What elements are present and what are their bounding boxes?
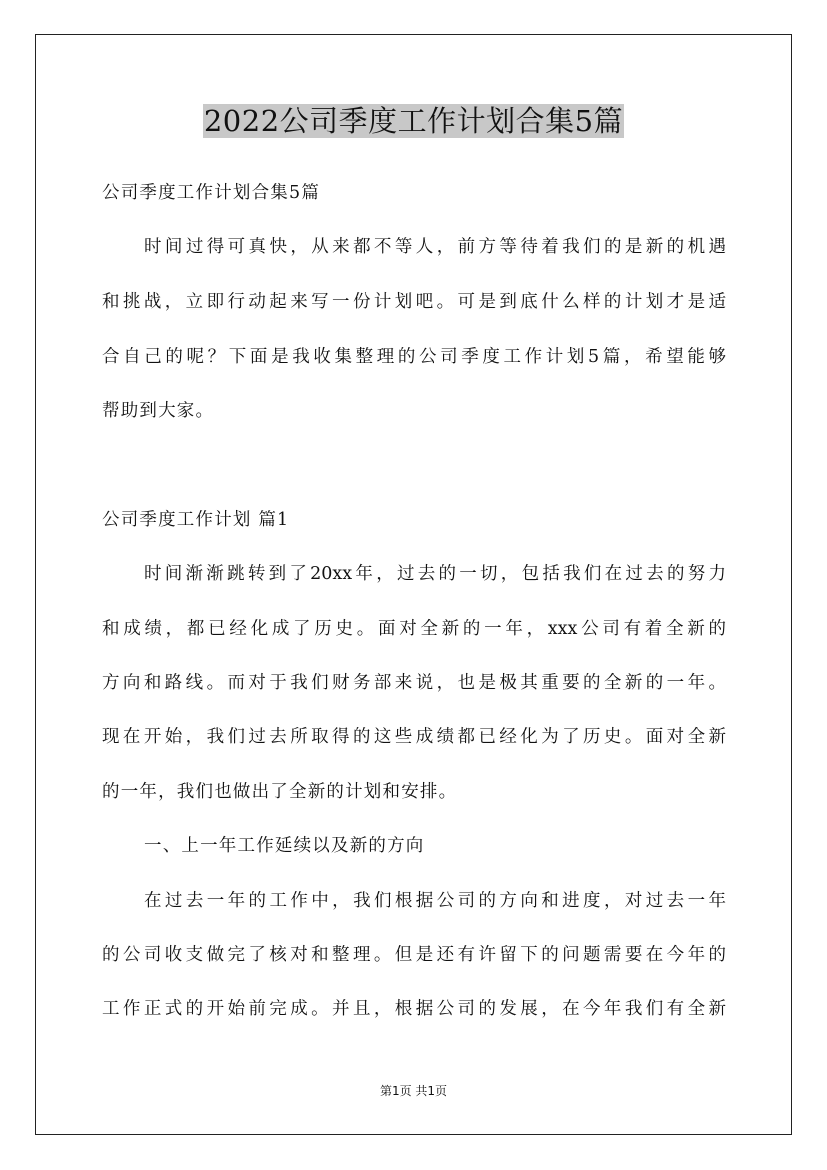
- paragraph-line: 的公司收支做完了核对和整理。但是还有许留下的问题需要在今年的: [102, 945, 726, 965]
- subtitle-line: 公司季度工作计划合集5篇: [102, 183, 321, 203]
- paragraph-line: 在过去一年的工作中，我们根据公司的方向和进度，对过去一年: [144, 891, 726, 911]
- section-heading: 公司季度工作计划 篇1: [102, 510, 290, 530]
- paragraph-line: 工作正式的开始前完成。并且，根据公司的发展，在今年我们有全新: [102, 999, 726, 1019]
- paragraph-line: 的一年，我们也做出了全新的计划和安排。: [102, 782, 458, 802]
- paragraph-line: 时间渐渐跳转到了20xx年，过去的一切，包括我们在过去的努力: [144, 564, 726, 584]
- paragraph-line: 现在开始，我们过去所取得的这些成绩都已经化为了历史。面对全新: [102, 727, 726, 747]
- paragraph-line: 帮助到大家。: [102, 401, 215, 421]
- paragraph-line: 方向和路线。而对于我们财务部来说，也是极其重要的全新的一年。: [102, 673, 726, 693]
- paragraph-line: 和挑战，立即行动起来写一份计划吧。可是到底什么样的计划才是适: [102, 292, 726, 312]
- paragraph-line: 和成绩，都已经化成了历史。面对全新的一年，xxx公司有着全新的: [102, 619, 726, 639]
- subsection-heading: 一、上一年工作延续以及新的方向: [144, 836, 425, 856]
- paragraph-line: 合自己的呢？下面是我收集整理的公司季度工作计划5篇，希望能够: [102, 347, 726, 367]
- page-footer: 第1页 共1页: [379, 1084, 448, 1098]
- document-title: [0, 101, 827, 141]
- paragraph-line: 时间过得可真快，从来都不等人，前方等待着我们的是新的机遇: [144, 237, 726, 257]
- document-title-text: 2022公司季度工作计划合集5篇: [203, 104, 624, 138]
